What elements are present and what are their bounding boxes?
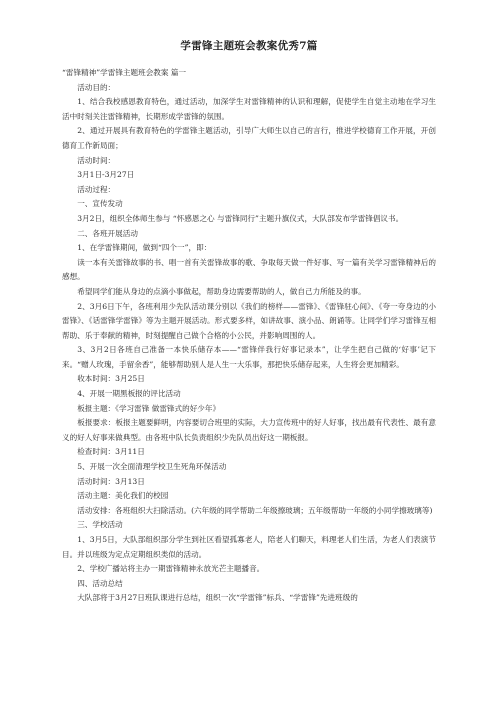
section-heading: “雷锋精神”学雷锋主题班会教案 篇一 xyxy=(62,68,187,77)
paragraph: 4、开展一期黑板报的评比活动 xyxy=(77,389,181,399)
paragraph: 活动时间：3月13日 xyxy=(77,476,145,486)
paragraph: 活动目的： xyxy=(77,82,116,92)
paragraph: 3月2日，组织全体师生参与 “怀感恩之心 与雷锋同行”主题升旗仪式，大队部发布学雷锋倡议书。 xyxy=(77,213,404,223)
paragraph: 活动主题：美化我们的校园 xyxy=(77,491,169,501)
document-body xyxy=(62,66,436,606)
paragraph: 三、学校活动 xyxy=(77,520,123,530)
paragraph: 一、宣传发动 xyxy=(77,199,123,209)
paragraph: 收本时间：3月25日 xyxy=(77,374,145,384)
paragraph: 1、3月5日，大队部组织部分学生到社区看望孤寡老人，陪老人们聊天，料理老人们生活，为老人们表演节目。并以班级为定点定期组织类似的活动。 xyxy=(62,535,436,559)
paragraph: 读一本有关雷锋故事的书、唱一首有关雷锋故事的歌、争取每天做一件好事、写一篇有关学习雷锋精神后的感想。 xyxy=(62,257,436,282)
paragraph: 2、学校广播站将主办一期雷锋精神永放光芒主题播音。 xyxy=(77,564,265,574)
paragraph: 二、各班开展活动 xyxy=(77,228,138,238)
document-title: 学雷锋主题班会教案优秀7篇 xyxy=(180,40,318,52)
paragraph: 检查时间：3月11日 xyxy=(77,447,145,457)
paragraph: 活动安排：各班组织大扫除活动。(六年级的同学帮助二年级擦玻璃；五年级帮助一年级的小同学擦玻璃等) xyxy=(77,505,433,515)
paragraph: 板报主题：《学习雷锋 做雷锋式的好少年》 xyxy=(77,403,221,413)
paragraph: 1、在学雷锋期间，做到“四个一”，即： xyxy=(77,243,212,253)
paragraph: 希望同学们能从身边的点滴小事做起，帮助身边需要帮助的人，做自己力所能及的事。 xyxy=(77,286,366,296)
paragraph: 四、活动总结 xyxy=(77,578,123,588)
paragraph: 活动时间： xyxy=(77,155,116,165)
paragraph: 1、结合我校感恩教育特色，通过活动，加深学生对雷锋精神的认识和理解，促使学生自觉主动地在学习生活中时刻关注雷锋精神，长期形成学雷锋的氛围。 xyxy=(62,97,436,121)
paragraph: 2、通过开展具有教育特色的学雷锋主题活动，引导广大师生以自己的言行，推进学校德育工作开展，开创德育工作新局面； xyxy=(62,126,436,150)
paragraph: 板报要求：板报主题要鲜明，内容要切合班里的实际，大力宣传班中的好人好事，找出最有代表性、最有意义的好人好事来做典型。由各班中队长负责组织少先队员出好这一期板报。 xyxy=(62,418,436,442)
paragraph: 5、开展一次全面清理学校卫生死角环保活动 xyxy=(77,462,227,472)
paragraph: 大队部将于3月27日班队课进行总结，组织一次“学雷锋”标兵、“学雷锋”先进班级的 xyxy=(77,593,358,603)
paragraph: 活动过程： xyxy=(77,184,116,194)
paragraph: 3、3月2日各班自己准备一本快乐储存本——“雷锋伴我行好事记录本”，让学生把自己做的‘好事’记下来。“赠人玫瑰，手留余香”，能够帮助别人是人生一大乐事，那把快乐储存起来，人生将会更加精彩。 xyxy=(62,345,436,369)
paragraph: 2、3月6日下午，各班利用少先队活动课分别以《我们的榜样——雷锋》、《雷锋驻心间》、《夸一夸身边的小雷锋》、《话雷锋学雷锋》等为主题开展活动。形式要多样，如讲故事、演小品、朗诵等。让同学们学习雷锋互相帮助、乐于奉献的精神，时刻提醒自己做个合格的小公民，并影响周围的人。 xyxy=(62,301,436,340)
paragraph: 3月1日-3月27日 xyxy=(77,170,135,180)
